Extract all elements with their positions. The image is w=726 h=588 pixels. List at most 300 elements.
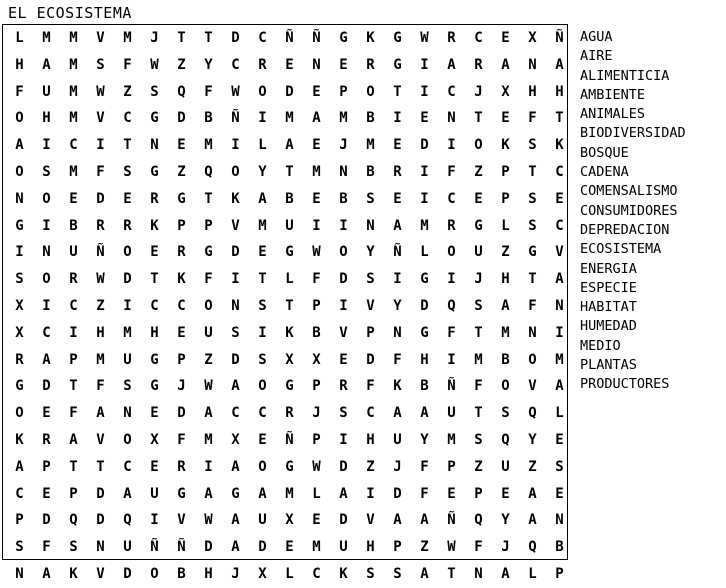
grid-cell[interactable]: E — [501, 30, 510, 46]
grid-cell[interactable]: X — [528, 30, 537, 46]
grid-cell[interactable]: T — [555, 110, 564, 127]
grid-cell[interactable]: C — [177, 298, 186, 314]
grid-cell[interactable]: S — [150, 83, 159, 100]
grid-cell[interactable]: M — [123, 324, 132, 341]
grid-cell[interactable]: A — [231, 378, 240, 395]
grid-cell[interactable]: G — [393, 56, 402, 73]
grid-cell[interactable]: P — [177, 217, 186, 234]
grid-cell[interactable]: V — [555, 244, 564, 261]
grid-cell[interactable]: U — [204, 324, 213, 341]
grid-cell[interactable]: W — [231, 83, 240, 100]
grid-cell[interactable]: Q — [501, 432, 510, 448]
grid-cell[interactable]: T — [447, 566, 456, 582]
grid-cell[interactable]: X — [258, 566, 267, 582]
grid-cell[interactable]: V — [96, 30, 105, 46]
grid-cell[interactable]: Y — [501, 512, 510, 529]
grid-cell[interactable]: R — [123, 217, 132, 234]
grid-cell[interactable]: H — [150, 324, 159, 341]
grid-cell[interactable]: T — [258, 271, 267, 288]
grid-cell[interactable]: A — [420, 405, 429, 422]
grid-cell[interactable]: O — [42, 190, 51, 207]
grid-cell[interactable]: O — [447, 244, 456, 261]
grid-cell[interactable]: P — [42, 458, 51, 475]
grid-cell[interactable]: F — [447, 324, 456, 341]
grid-cell[interactable]: J — [177, 378, 186, 395]
grid-cell[interactable]: C — [366, 405, 375, 422]
grid-cell[interactable]: E — [447, 485, 456, 502]
grid-cell[interactable]: G — [15, 378, 24, 395]
grid-cell[interactable]: Ñ — [393, 244, 402, 261]
grid-cell[interactable]: T — [528, 271, 537, 288]
grid-cell[interactable]: F — [420, 458, 429, 475]
grid-cell[interactable]: G — [231, 485, 240, 502]
grid-cell[interactable]: D — [204, 539, 213, 556]
grid-cell[interactable]: X — [285, 512, 294, 529]
grid-cell[interactable]: O — [258, 83, 267, 100]
grid-cell[interactable]: I — [123, 298, 132, 314]
grid-cell[interactable]: V — [528, 378, 537, 395]
grid-cell[interactable]: U — [447, 405, 456, 422]
grid-cell[interactable]: Z — [474, 164, 483, 180]
grid-cell[interactable]: W — [312, 458, 321, 475]
grid-cell[interactable]: A — [447, 56, 456, 73]
grid-cell[interactable]: S — [96, 56, 105, 73]
grid-cell[interactable]: S — [258, 298, 267, 314]
grid-cell[interactable]: X — [312, 351, 321, 368]
grid-cell[interactable]: A — [96, 405, 105, 422]
grid-cell[interactable]: I — [393, 271, 402, 288]
grid-cell[interactable]: K — [339, 566, 348, 582]
grid-cell[interactable]: N — [15, 190, 24, 207]
grid-cell[interactable]: V — [339, 324, 348, 341]
grid-cell[interactable]: H — [555, 83, 564, 100]
grid-cell[interactable]: A — [501, 56, 510, 73]
grid-cell[interactable]: Q — [474, 512, 483, 529]
grid-cell[interactable]: E — [150, 458, 159, 475]
grid-cell[interactable]: G — [285, 378, 294, 395]
grid-cell[interactable]: Z — [177, 56, 186, 73]
grid-cell[interactable]: O — [528, 351, 537, 368]
grid-cell[interactable]: E — [285, 56, 294, 73]
grid-cell[interactable]: D — [42, 378, 51, 395]
grid-cell[interactable]: D — [177, 405, 186, 422]
grid-cell[interactable]: W — [150, 56, 159, 73]
grid-cell[interactable]: M — [204, 137, 213, 154]
grid-cell[interactable]: G — [204, 244, 213, 261]
grid-cell[interactable]: D — [393, 485, 402, 502]
grid-cell[interactable]: G — [339, 30, 348, 46]
grid-cell[interactable]: F — [177, 432, 186, 448]
grid-cell[interactable]: M — [69, 56, 78, 73]
letter-grid[interactable] — [2, 24, 568, 582]
grid-cell[interactable]: T — [528, 164, 537, 180]
grid-cell[interactable]: X — [15, 324, 24, 341]
grid-cell[interactable]: Q — [123, 512, 132, 529]
grid-cell[interactable]: E — [258, 432, 267, 448]
grid-cell[interactable]: C — [555, 164, 564, 180]
grid-cell[interactable]: S — [528, 190, 537, 207]
grid-cell[interactable]: D — [420, 298, 429, 314]
grid-cell[interactable]: C — [42, 324, 51, 341]
grid-cell[interactable]: I — [447, 271, 456, 288]
grid-cell[interactable]: F — [204, 83, 213, 100]
grid-cell[interactable]: N — [528, 324, 537, 341]
grid-cell[interactable]: I — [258, 324, 267, 341]
grid-cell[interactable]: X — [501, 83, 510, 100]
grid-cell[interactable]: E — [42, 405, 51, 422]
grid-cell[interactable]: C — [555, 217, 564, 234]
grid-cell[interactable]: P — [69, 485, 78, 502]
grid-cell[interactable]: E — [42, 485, 51, 502]
grid-cell[interactable]: R — [177, 458, 186, 475]
grid-cell[interactable]: M — [339, 110, 348, 127]
grid-cell[interactable]: I — [150, 512, 159, 529]
grid-cell[interactable]: N — [528, 56, 537, 73]
grid-cell[interactable]: A — [528, 512, 537, 529]
grid-cell[interactable]: Ñ — [231, 110, 240, 127]
grid-cell[interactable]: A — [420, 566, 429, 582]
grid-cell[interactable]: J — [474, 271, 483, 288]
grid-cell[interactable]: Z — [177, 164, 186, 180]
grid-cell[interactable]: S — [15, 539, 24, 556]
grid-cell[interactable]: E — [69, 190, 78, 207]
grid-cell[interactable]: J — [474, 83, 483, 100]
grid-cell[interactable]: I — [447, 351, 456, 368]
grid-cell[interactable]: A — [231, 458, 240, 475]
grid-cell[interactable]: S — [366, 271, 375, 288]
grid-cell[interactable]: A — [393, 405, 402, 422]
grid-cell[interactable]: I — [339, 432, 348, 448]
grid-cell[interactable]: M — [96, 351, 105, 368]
grid-cell[interactable]: E — [555, 190, 564, 207]
grid-cell[interactable]: Z — [96, 298, 105, 314]
grid-cell[interactable]: O — [204, 298, 213, 314]
grid-cell[interactable]: P — [204, 217, 213, 234]
grid-cell[interactable]: F — [69, 405, 78, 422]
grid-cell[interactable]: V — [231, 217, 240, 234]
grid-cell[interactable]: W — [96, 271, 105, 288]
grid-cell[interactable]: U — [339, 539, 348, 556]
grid-cell[interactable]: L — [15, 30, 24, 46]
grid-cell[interactable]: E — [177, 137, 186, 154]
grid-cell[interactable]: A — [204, 485, 213, 502]
grid-cell[interactable]: M — [258, 217, 267, 234]
grid-cell[interactable]: F — [42, 539, 51, 556]
grid-cell[interactable]: B — [366, 164, 375, 180]
grid-cell[interactable]: S — [123, 378, 132, 395]
grid-cell[interactable]: F — [204, 271, 213, 288]
grid-cell[interactable]: A — [555, 56, 564, 73]
grid-cell[interactable]: A — [312, 110, 321, 127]
grid-cell[interactable]: D — [231, 30, 240, 46]
grid-cell[interactable]: Y — [204, 56, 213, 73]
grid-cell[interactable]: I — [393, 110, 402, 127]
grid-cell[interactable]: O — [339, 244, 348, 261]
grid-cell[interactable]: J — [393, 458, 402, 475]
grid-cell[interactable]: I — [366, 485, 375, 502]
grid-cell[interactable]: S — [474, 298, 483, 314]
grid-cell[interactable]: J — [231, 566, 240, 582]
grid-cell[interactable]: T — [474, 110, 483, 127]
grid-cell[interactable]: T — [204, 30, 213, 46]
grid-cell[interactable]: X — [285, 351, 294, 368]
grid-cell[interactable]: P — [177, 351, 186, 368]
grid-cell[interactable]: G — [150, 351, 159, 368]
grid-cell[interactable]: Y — [420, 432, 429, 448]
grid-cell[interactable]: U — [69, 244, 78, 261]
grid-cell[interactable]: U — [150, 485, 159, 502]
grid-cell[interactable]: O — [42, 271, 51, 288]
grid-cell[interactable]: K — [555, 137, 564, 154]
grid-cell[interactable]: A — [123, 485, 132, 502]
grid-cell[interactable]: N — [123, 405, 132, 422]
grid-cell[interactable]: G — [420, 271, 429, 288]
grid-cell[interactable]: K — [393, 378, 402, 395]
grid-cell[interactable]: C — [123, 458, 132, 475]
grid-cell[interactable]: N — [312, 56, 321, 73]
grid-cell[interactable]: A — [231, 539, 240, 556]
grid-cell[interactable]: E — [312, 190, 321, 207]
grid-cell[interactable]: I — [420, 190, 429, 207]
grid-cell[interactable]: R — [366, 56, 375, 73]
grid-cell[interactable]: D — [123, 566, 132, 582]
grid-cell[interactable]: V — [96, 110, 105, 127]
grid-cell[interactable]: F — [393, 351, 402, 368]
grid-cell[interactable]: M — [501, 324, 510, 341]
grid-cell[interactable]: O — [15, 164, 24, 180]
grid-cell[interactable]: Z — [474, 458, 483, 475]
grid-cell[interactable]: Z — [501, 244, 510, 261]
grid-cell[interactable]: F — [474, 539, 483, 556]
grid-cell[interactable]: R — [69, 271, 78, 288]
grid-cell[interactable]: D — [339, 271, 348, 288]
grid-cell[interactable]: N — [366, 217, 375, 234]
grid-cell[interactable]: P — [501, 164, 510, 180]
grid-cell[interactable]: F — [312, 271, 321, 288]
grid-cell[interactable]: B — [420, 378, 429, 395]
grid-cell[interactable]: U — [285, 217, 294, 234]
grid-cell[interactable]: E — [339, 56, 348, 73]
grid-cell[interactable]: Q — [528, 405, 537, 422]
grid-cell[interactable]: O — [123, 244, 132, 261]
grid-cell[interactable]: L — [555, 405, 564, 422]
grid-cell[interactable]: I — [420, 164, 429, 180]
grid-cell[interactable]: I — [339, 217, 348, 234]
grid-cell[interactable]: E — [339, 351, 348, 368]
grid-cell[interactable]: A — [285, 137, 294, 154]
grid-cell[interactable]: N — [555, 512, 564, 529]
grid-cell[interactable]: I — [15, 244, 24, 261]
grid-cell[interactable]: I — [42, 298, 51, 314]
grid-cell[interactable]: O — [474, 137, 483, 154]
grid-cell[interactable]: Q — [447, 298, 456, 314]
grid-cell[interactable]: A — [231, 512, 240, 529]
grid-cell[interactable]: I — [42, 137, 51, 154]
grid-cell[interactable]: M — [69, 30, 78, 46]
grid-cell[interactable]: R — [150, 190, 159, 207]
grid-cell[interactable]: O — [15, 405, 24, 422]
grid-cell[interactable]: I — [204, 458, 213, 475]
grid-cell[interactable]: R — [15, 351, 24, 368]
grid-cell[interactable]: E — [123, 190, 132, 207]
grid-cell[interactable]: O — [150, 566, 159, 582]
grid-cell[interactable]: R — [339, 378, 348, 395]
grid-cell[interactable]: R — [258, 56, 267, 73]
grid-cell[interactable]: S — [528, 217, 537, 234]
grid-cell[interactable]: T — [474, 405, 483, 422]
grid-cell[interactable]: R — [393, 164, 402, 180]
grid-cell[interactable]: I — [447, 137, 456, 154]
grid-cell[interactable]: P — [393, 539, 402, 556]
grid-cell[interactable]: C — [258, 405, 267, 422]
grid-cell[interactable]: M — [285, 110, 294, 127]
grid-cell[interactable]: M — [312, 164, 321, 180]
grid-cell[interactable]: V — [366, 512, 375, 529]
grid-cell[interactable]: U — [393, 432, 402, 448]
grid-cell[interactable]: T — [123, 137, 132, 154]
grid-cell[interactable]: N — [96, 539, 105, 556]
grid-cell[interactable]: I — [96, 137, 105, 154]
grid-cell[interactable]: O — [366, 83, 375, 100]
grid-cell[interactable]: S — [366, 566, 375, 582]
grid-cell[interactable]: J — [150, 30, 159, 46]
grid-cell[interactable]: K — [366, 30, 375, 46]
grid-cell[interactable]: Z — [123, 83, 132, 100]
grid-cell[interactable]: W — [420, 30, 429, 46]
grid-cell[interactable]: N — [339, 164, 348, 180]
grid-cell[interactable]: T — [393, 83, 402, 100]
grid-cell[interactable]: B — [501, 351, 510, 368]
grid-cell[interactable]: M — [474, 351, 483, 368]
grid-cell[interactable]: F — [447, 164, 456, 180]
grid-cell[interactable]: A — [501, 566, 510, 582]
grid-cell[interactable]: G — [528, 244, 537, 261]
grid-cell[interactable]: V — [96, 566, 105, 582]
grid-cell[interactable]: F — [96, 164, 105, 180]
grid-cell[interactable]: S — [474, 432, 483, 448]
grid-cell[interactable]: C — [69, 137, 78, 154]
grid-cell[interactable]: E — [150, 405, 159, 422]
grid-cell[interactable]: R — [474, 56, 483, 73]
grid-cell[interactable]: X — [150, 432, 159, 448]
grid-cell[interactable]: H — [501, 271, 510, 288]
grid-cell[interactable]: I — [555, 324, 564, 341]
grid-cell[interactable]: M — [447, 432, 456, 448]
grid-cell[interactable]: E — [501, 485, 510, 502]
grid-cell[interactable]: V — [177, 512, 186, 529]
grid-cell[interactable]: M — [420, 217, 429, 234]
grid-cell[interactable]: L — [285, 271, 294, 288]
grid-cell[interactable]: P — [474, 485, 483, 502]
grid-cell[interactable]: A — [204, 405, 213, 422]
grid-cell[interactable]: G — [177, 190, 186, 207]
grid-cell[interactable]: N — [15, 566, 24, 582]
grid-cell[interactable]: C — [258, 30, 267, 46]
grid-cell[interactable]: B — [69, 217, 78, 234]
grid-cell[interactable]: O — [15, 110, 24, 127]
grid-cell[interactable]: K — [231, 190, 240, 207]
grid-cell[interactable]: E — [177, 324, 186, 341]
grid-cell[interactable]: L — [258, 137, 267, 154]
grid-cell[interactable]: U — [258, 512, 267, 529]
grid-cell[interactable]: H — [528, 83, 537, 100]
grid-cell[interactable]: I — [420, 56, 429, 73]
grid-cell[interactable]: D — [339, 458, 348, 475]
grid-cell[interactable]: B — [312, 324, 321, 341]
grid-cell[interactable]: C — [474, 30, 483, 46]
grid-cell[interactable]: D — [123, 271, 132, 288]
grid-cell[interactable]: A — [555, 378, 564, 395]
grid-cell[interactable]: H — [15, 56, 24, 73]
grid-cell[interactable]: K — [177, 271, 186, 288]
grid-cell[interactable]: L — [420, 244, 429, 261]
grid-cell[interactable]: Ñ — [177, 539, 186, 556]
grid-cell[interactable]: M — [69, 164, 78, 180]
grid-cell[interactable]: U — [123, 351, 132, 368]
grid-cell[interactable]: E — [393, 190, 402, 207]
grid-cell[interactable]: P — [366, 324, 375, 341]
grid-cell[interactable]: P — [69, 351, 78, 368]
grid-cell[interactable]: A — [528, 485, 537, 502]
grid-cell[interactable]: W — [96, 83, 105, 100]
grid-cell[interactable]: G — [150, 110, 159, 127]
grid-cell[interactable]: I — [69, 324, 78, 341]
grid-cell[interactable]: A — [42, 56, 51, 73]
grid-cell[interactable]: D — [339, 512, 348, 529]
grid-cell[interactable]: Ñ — [150, 539, 159, 556]
grid-cell[interactable]: L — [285, 566, 294, 582]
grid-cell[interactable]: N — [474, 566, 483, 582]
grid-cell[interactable]: Ñ — [312, 30, 321, 46]
grid-cell[interactable]: G — [150, 378, 159, 395]
grid-cell[interactable]: I — [339, 298, 348, 314]
grid-cell[interactable]: A — [501, 298, 510, 314]
grid-cell[interactable]: N — [555, 298, 564, 314]
grid-cell[interactable]: Q — [177, 83, 186, 100]
grid-cell[interactable]: Z — [528, 458, 537, 475]
grid-cell[interactable]: N — [231, 298, 240, 314]
grid-cell[interactable]: R — [177, 244, 186, 261]
grid-cell[interactable]: C — [69, 298, 78, 314]
grid-cell[interactable]: M — [69, 83, 78, 100]
grid-cell[interactable]: I — [312, 217, 321, 234]
grid-cell[interactable]: F — [123, 56, 132, 73]
grid-cell[interactable]: W — [204, 378, 213, 395]
grid-cell[interactable]: D — [96, 485, 105, 502]
grid-cell[interactable]: K — [15, 432, 24, 448]
grid-cell[interactable]: S — [42, 164, 51, 180]
grid-cell[interactable]: L — [528, 566, 537, 582]
grid-cell[interactable]: J — [339, 137, 348, 154]
grid-cell[interactable]: P — [555, 566, 564, 582]
grid-cell[interactable]: E — [312, 83, 321, 100]
grid-cell[interactable]: A — [42, 351, 51, 368]
grid-cell[interactable]: A — [393, 217, 402, 234]
grid-cell[interactable]: R — [285, 405, 294, 422]
grid-cell[interactable]: G — [474, 217, 483, 234]
grid-cell[interactable]: J — [312, 405, 321, 422]
grid-cell[interactable]: A — [15, 458, 24, 475]
grid-cell[interactable]: B — [366, 110, 375, 127]
grid-cell[interactable]: G — [420, 324, 429, 341]
grid-cell[interactable]: T — [204, 190, 213, 207]
grid-cell[interactable]: Q — [69, 512, 78, 529]
grid-cell[interactable]: C — [150, 298, 159, 314]
grid-cell[interactable]: D — [42, 512, 51, 529]
grid-cell[interactable]: T — [285, 298, 294, 314]
grid-cell[interactable]: Ñ — [285, 432, 294, 448]
grid-cell[interactable]: I — [231, 137, 240, 154]
